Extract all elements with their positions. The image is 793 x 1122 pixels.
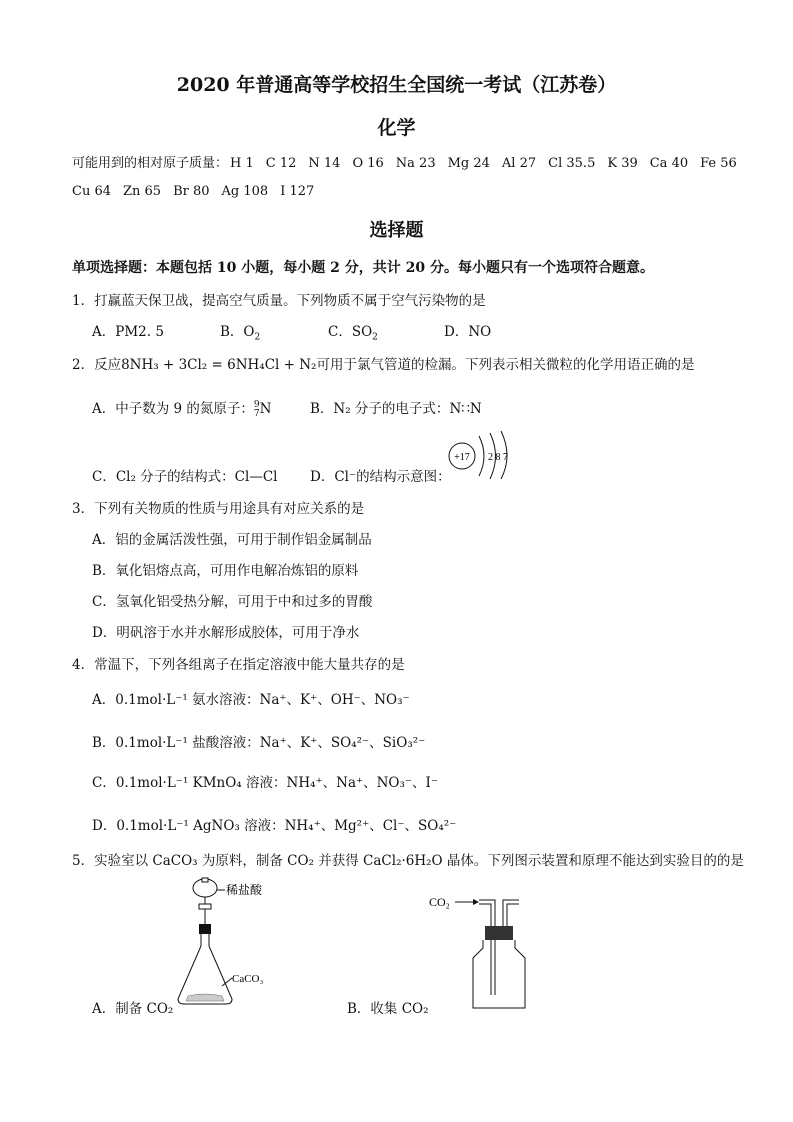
section-title: 选择题 (369, 220, 424, 241)
q1-option-d: D．NO (444, 324, 492, 340)
q5-stem: 5．实验室以 CaCO₃ 为原料，制备 CO₂ 并获得 CaCl₂·6H₂O 晶体。下列图示装置和原理不能达到实验目的的是 (72, 853, 744, 869)
atomic-masses-line-1: 可能用到的相对原子质量： H 1 C 12 N 14 O 16 Na 23 Mg 24 Al 27 Cl 35.5 K 39 Ca 40 Fe 56 (72, 156, 737, 171)
q3-option-a: A．铝的金属活泼性强，可用于制作铝金属制品 (92, 532, 372, 548)
q1-option-a: A．PM2. 5 (92, 324, 164, 340)
q5-option-b: B．收集 CO₂ (347, 1001, 429, 1017)
q4-option-d: D．0.1mol·L⁻¹ AgNO₃ 溶液：NH₄⁺、Mg²⁺、Cl⁻、SO₄²⁻ (92, 818, 457, 834)
q4-option-a: A．0.1mol·L⁻¹ 氨水溶液：Na⁺、K⁺、OH⁻、NO₃⁻ (92, 692, 410, 708)
co2-collection-bottle (425, 890, 535, 1015)
q5-option-a: A．制备 CO₂ (92, 1001, 174, 1017)
q3-option-c: C．氢氧化铝受热分解，可用于中和过多的胃酸 (92, 594, 373, 610)
q4-option-c: C．0.1mol·L⁻¹ KMnO₄ 溶液：NH₄⁺、Na⁺、NO₃⁻、I⁻ (92, 775, 438, 791)
co2-inlet-label: CO₂ (429, 895, 450, 909)
q2-stem: 2．反应8NH₃ + 3Cl₂ = 6NH₄Cl + N₂可用于氯气管道的检漏。下列表示相关微粒的化学用语正确的是 (72, 357, 695, 373)
nucleus-charge: +17 (454, 452, 470, 463)
caco3-label: CaCO₃ (232, 973, 264, 985)
q2-option-d: D．Cl⁻的结构示意图： (310, 469, 451, 485)
q1-stem: 1．打赢蓝天保卫战，提高空气质量。下列物质不属于空气污染物的是 (72, 293, 486, 309)
q1-option-b: B．$O_2$ (220, 324, 261, 343)
q1-option-c: C．$SO_2$ (328, 324, 378, 343)
q2-option-a: A．中子数为 9 的氮原子： 9 7 N (92, 399, 272, 419)
q2-option-b: B．N₂ 分子的电子式：N∷N (310, 401, 482, 417)
subject-title: 化学 (377, 117, 416, 139)
q4-option-b: B．0.1mol·L⁻¹ 盐酸溶液：Na⁺、K⁺、SO₄²⁻、SiO₃²⁻ (92, 735, 426, 751)
atomic-masses-intro: 可能用到的相对原子质量： (72, 156, 229, 171)
acid-label: 稀盐酸 (226, 883, 263, 897)
q3-stem: 3．下列有关物质的性质与用途具有对应关系的是 (72, 501, 365, 517)
n2-electron-formula: N∷N (449, 401, 482, 417)
chloride-ion-structure-diagram (446, 430, 521, 480)
co2-generation-apparatus (170, 874, 310, 1014)
electron-shells: 2 8 7 (488, 452, 508, 463)
exam-title: 2020 年普通高等学校招生全国统一考试（江苏卷） (176, 74, 617, 96)
q3-option-d: D．明矾溶于水并水解形成胶体，可用于净水 (92, 625, 360, 641)
q4-stem: 4．常温下，下列各组离子在指定溶液中能大量共存的是 (72, 657, 405, 673)
q2-option-c: C．Cl₂ 分子的结构式：Cl—Cl (92, 469, 278, 485)
atomic-masses-line-2: Cu 64 Zn 65 Br 80 Ag 108 I 127 (72, 184, 315, 199)
q3-option-b: B．氧化铝熔点高，可用作电解冶炼铝的原料 (92, 563, 359, 579)
section-instructions: 单项选择题：本题包括 10 小题，每小题 2 分，共计 20 分。每小题只有一个选项符合题意。 (72, 260, 654, 276)
q2-equation: 8NH₃ + 3Cl₂ = 6NH₄Cl + N₂ (121, 357, 317, 373)
